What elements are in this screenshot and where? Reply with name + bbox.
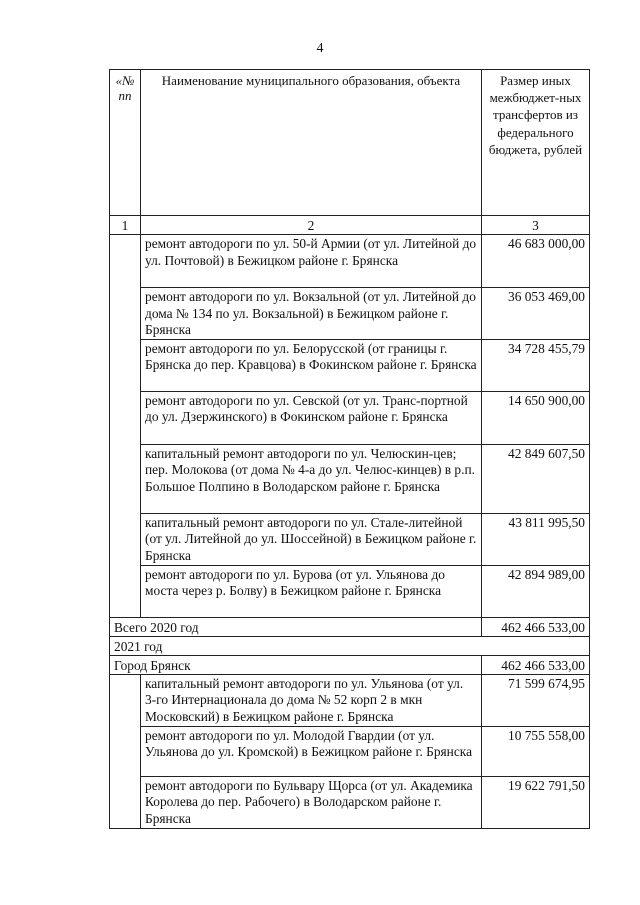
object-name-cell: капитальный ремонт автодороги по ул. Ульянова (от ул. 3-го Интернационала до дома № 52 корп 2 в мкн Московский) в Бежицком районе г. Брянска (141, 674, 482, 726)
total-2020-label: Всего 2020 год (110, 617, 482, 636)
header-amount-cell: Размер иных межбюджет-ных трансфертов из федерального бюджета, рублей (482, 70, 590, 216)
object-name-cell: капитальный ремонт автодороги по ул. Стале-литейной (от ул. Литейной до ул. Шоссейной) в Бежицком районе г. Брянска (141, 513, 482, 565)
column-number-2: 2 (141, 216, 482, 235)
object-name-cell: ремонт автодороги по ул. 50-й Армии (от ул. Литейной до ул. Почтовой) в Бежицком районе г. Брянска (141, 235, 482, 288)
amount-cell: 42 849 607,50 (482, 444, 590, 513)
amount-cell: 46 683 000,00 (482, 235, 590, 288)
amount-cell: 34 728 455,79 (482, 339, 590, 391)
table-row (110, 444, 590, 513)
table-row (110, 776, 590, 828)
object-name-cell: ремонт автодороги по ул. Молодой Гвардии (от ул. Ульянова до ул. Кромской) в Бежицком районе г. Брянска (141, 726, 482, 776)
city-amount: 462 466 533,00 (482, 655, 590, 674)
table-row (110, 726, 590, 776)
page-number: 4 (316, 41, 324, 56)
number-cell-empty (110, 235, 141, 618)
total-2020-row (110, 617, 590, 636)
city-label: Город Брянск (110, 655, 482, 674)
column-number-3: 3 (482, 216, 590, 235)
total-2020-amount: 462 466 533,00 (482, 617, 590, 636)
column-numbers-row (110, 216, 590, 235)
header-number-cell: «№ пп (110, 70, 141, 216)
table-row (110, 288, 590, 340)
column-number-1: 1 (110, 216, 141, 235)
amount-cell: 42 894 989,00 (482, 565, 590, 617)
header-name-cell: Наименование муниципального образования, объекта (141, 70, 482, 216)
transfers-table (109, 69, 590, 829)
amount-cell: 14 650 900,00 (482, 391, 590, 444)
table-row (110, 235, 590, 288)
year-2021-row (110, 636, 590, 655)
table-row (110, 674, 590, 726)
number-cell-empty (110, 674, 141, 828)
amount-cell: 71 599 674,95 (482, 674, 590, 726)
amount-cell: 19 622 791,50 (482, 776, 590, 828)
year-2021-label: 2021 год (110, 636, 590, 655)
table-row (110, 391, 590, 444)
amount-cell: 36 053 469,00 (482, 288, 590, 340)
object-name-cell: ремонт автодороги по ул. Вокзальной (от ул. Литейной до дома № 134 по ул. Вокзальной) в Бежицком районе г. Брянска (141, 288, 482, 340)
table-row (110, 565, 590, 617)
city-row (110, 655, 590, 674)
table-row (110, 339, 590, 391)
object-name-cell: капитальный ремонт автодороги по ул. Челюскин-цев; пер. Молокова (от дома № 4-а до ул. Челюс-кинцев) в р.п. Большое Полпино в Володарском районе г. Брянска (141, 444, 482, 513)
table-row (110, 513, 590, 565)
object-name-cell: ремонт автодороги по Бульвару Щорса (от ул. Академика Королева до пер. Рабочего) в Володарском районе г. Брянска (141, 776, 482, 828)
header-row (110, 70, 590, 216)
amount-cell: 43 811 995,50 (482, 513, 590, 565)
object-name-cell: ремонт автодороги по ул. Белорусской (от границы г. Брянска до пер. Кравцова) в Фокинском районе г. Брянска (141, 339, 482, 391)
amount-cell: 10 755 558,00 (482, 726, 590, 776)
object-name-cell: ремонт автодороги по ул. Бурова (от ул. Ульянова до моста через р. Болву) в Бежицком районе г. Брянска (141, 565, 482, 617)
object-name-cell: ремонт автодороги по ул. Севской (от ул. Транс-портной до ул. Дзержинского) в Фокинском районе г. Брянска (141, 391, 482, 444)
